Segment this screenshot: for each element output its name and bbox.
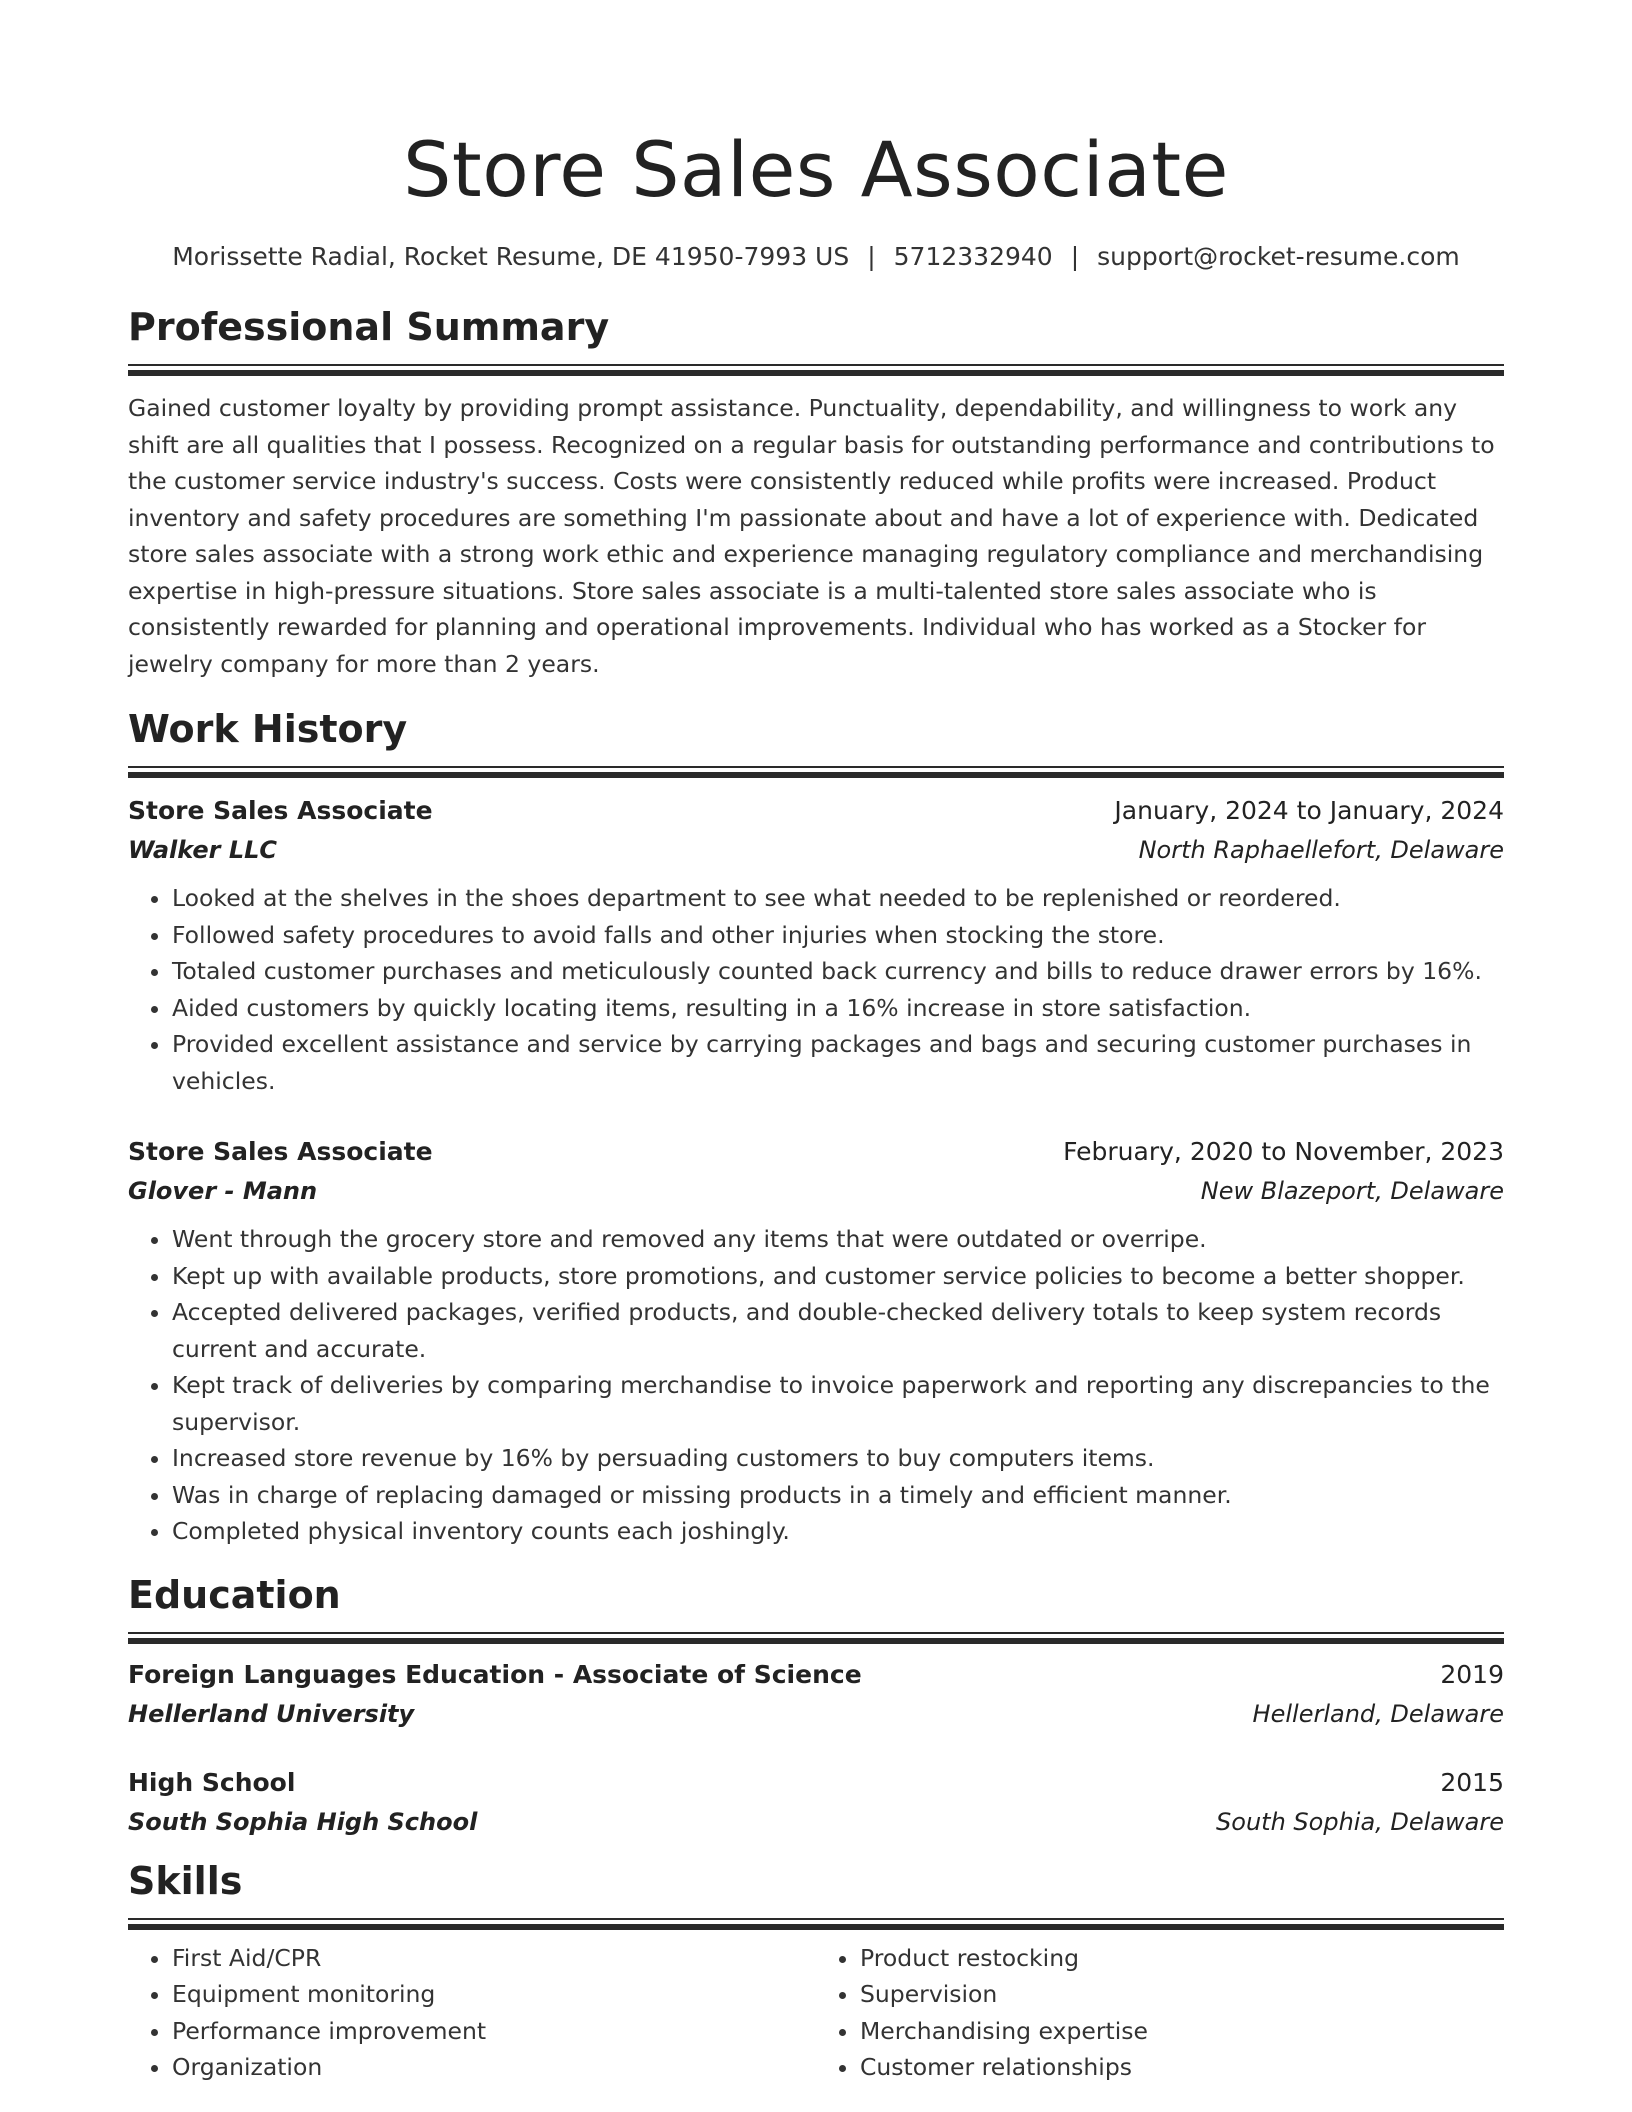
skills-list-left [128, 1940, 816, 2086]
list-item: • Looked at the shelves in the shoes department to see what needed to be replenished or reordered. [172, 880, 1504, 917]
skill-item: • Performance improvement [172, 2013, 816, 2050]
list-item: • Followed safety procedures to avoid falls and other injuries when stocking the store. [172, 917, 1504, 954]
summary-text: Gained customer loyalty by providing prompt assistance. Punctuality, dependability, and willingness to work any shift are all qualities that I possess. Recognized on a regular basis for outstanding performance and contributions to the customer service industry's success. Costs were consistently reduced while profits were increased. Product inventory and safety procedures are something I'm passionate about and have a lot of experience with. Dedicated store sales associate with a strong work ethic and experience managing regulatory compliance and merchandising expertise in high-pressure situations. Store sales associate is a multi-talented store sales associate who is consistently rewarded for planning and operational improvements. Individual who has worked as a Stocker for jewelry company for more than 2 years. [128, 394, 1495, 678]
education-school-row [128, 1694, 1504, 1734]
job-company-row [128, 1171, 1504, 1211]
job-company-row [128, 830, 1504, 870]
skills-list-right [816, 1940, 1504, 2086]
job-title: Store Sales Associate [128, 796, 433, 825]
section-heading-summary: Professional Summary [128, 305, 610, 349]
job-entry [128, 1133, 1504, 1550]
skill-item: • Customer relationships [860, 2049, 1504, 2086]
section-rule [128, 1924, 1504, 1930]
education-year: 2019 [1440, 1659, 1504, 1689]
resume-page [128, 120, 1504, 2086]
education-header-row [128, 1764, 1504, 1802]
section-heading-skills: Skills [128, 1858, 243, 1903]
list-item: • Aided customers by quickly locating items, resulting in a 16% increase in store satisfaction. [172, 990, 1504, 1027]
section-rule [128, 772, 1504, 778]
contact-phone: 5712332940 [893, 242, 1053, 271]
contact-email: support@rocket-resume.com [1097, 242, 1460, 271]
contact-separator: | [1070, 242, 1080, 271]
section-rule [128, 364, 1504, 366]
section-rule [128, 370, 1504, 376]
skill-item: • Supervision [860, 1976, 1504, 2013]
contact-address: Morissette Radial, Rocket Resume, DE 41950-7993 US [172, 242, 850, 271]
list-item: • Totaled customer purchases and meticulously counted back currency and bills to reduce drawer errors by 16%. [172, 953, 1504, 990]
list-item: • Provided excellent assistance and service by carrying packages and bags and securing customer purchases in vehicles. [172, 1026, 1504, 1099]
list-item: • Kept track of deliveries by comparing merchandise to invoice paperwork and reporting any discrepancies to the supervisor. [172, 1367, 1504, 1440]
section-rule [128, 1918, 1504, 1920]
contact-line [128, 240, 1504, 274]
section-heading-education: Education [128, 1572, 341, 1617]
resume-title: Store Sales Associate [403, 125, 1229, 214]
job-bullets [128, 880, 1504, 1099]
job-entry [128, 792, 1504, 1099]
job-location: New Blazeport, Delaware [1200, 1177, 1504, 1205]
education-school: Hellerland University [128, 1699, 415, 1728]
skills-section [128, 1856, 1504, 2086]
education-degree: High School [128, 1767, 296, 1797]
job-header-row [128, 792, 1504, 830]
skill-item: • Organization [172, 2049, 816, 2086]
list-item: • Went through the grocery store and removed any items that were outdated or overripe. [172, 1221, 1504, 1258]
education-location: Hellerland, Delaware [1252, 1699, 1504, 1728]
education-school: South Sophia High School [128, 1807, 478, 1836]
education-location: South Sophia, Delaware [1216, 1807, 1504, 1836]
summary-section [128, 302, 1504, 682]
education-section [128, 1570, 1504, 1842]
job-dates: January, 2024 to January, 2024 [1114, 796, 1504, 825]
job-title: Store Sales Associate [128, 1137, 433, 1166]
education-entry [128, 1656, 1504, 1734]
education-school-row [128, 1802, 1504, 1842]
section-rule [128, 1638, 1504, 1644]
job-company: Walker LLC [128, 836, 278, 864]
skills-columns [128, 1940, 1504, 2086]
job-location: North Raphaellefort, Delaware [1138, 836, 1504, 864]
skill-item: • Product restocking [860, 1940, 1504, 1977]
job-header-row [128, 1133, 1504, 1171]
contact-separator: | [867, 242, 876, 271]
skill-item: • Merchandising expertise [860, 2013, 1504, 2050]
list-item: • Was in charge of replacing damaged or missing products in a timely and efficient manner. [172, 1477, 1504, 1514]
job-dates: February, 2020 to November, 2023 [1063, 1137, 1504, 1166]
skill-item: • First Aid/CPR [172, 1940, 816, 1977]
job-bullets [128, 1221, 1504, 1550]
section-rule [128, 766, 1504, 768]
education-year: 2015 [1440, 1767, 1504, 1797]
list-item: • Accepted delivered packages, verified products, and double-checked delivery totals to keep system records current and accurate. [172, 1294, 1504, 1367]
section-heading-work: Work History [128, 707, 408, 751]
job-company: Glover - Mann [128, 1177, 318, 1205]
skill-item: • Equipment monitoring [172, 1976, 816, 2013]
work-history-section [128, 704, 1504, 1550]
education-entry [128, 1764, 1504, 1842]
section-rule [128, 1632, 1504, 1634]
list-item: • Kept up with available products, store promotions, and customer service policies to become a better shopper. [172, 1258, 1504, 1295]
list-item: • Increased store revenue by 16% by persuading customers to buy computers items. [172, 1440, 1504, 1477]
education-degree: Foreign Languages Education - Associate of Science [128, 1659, 862, 1689]
education-header-row [128, 1656, 1504, 1694]
list-item: • Completed physical inventory counts each joshingly. [172, 1513, 1504, 1550]
